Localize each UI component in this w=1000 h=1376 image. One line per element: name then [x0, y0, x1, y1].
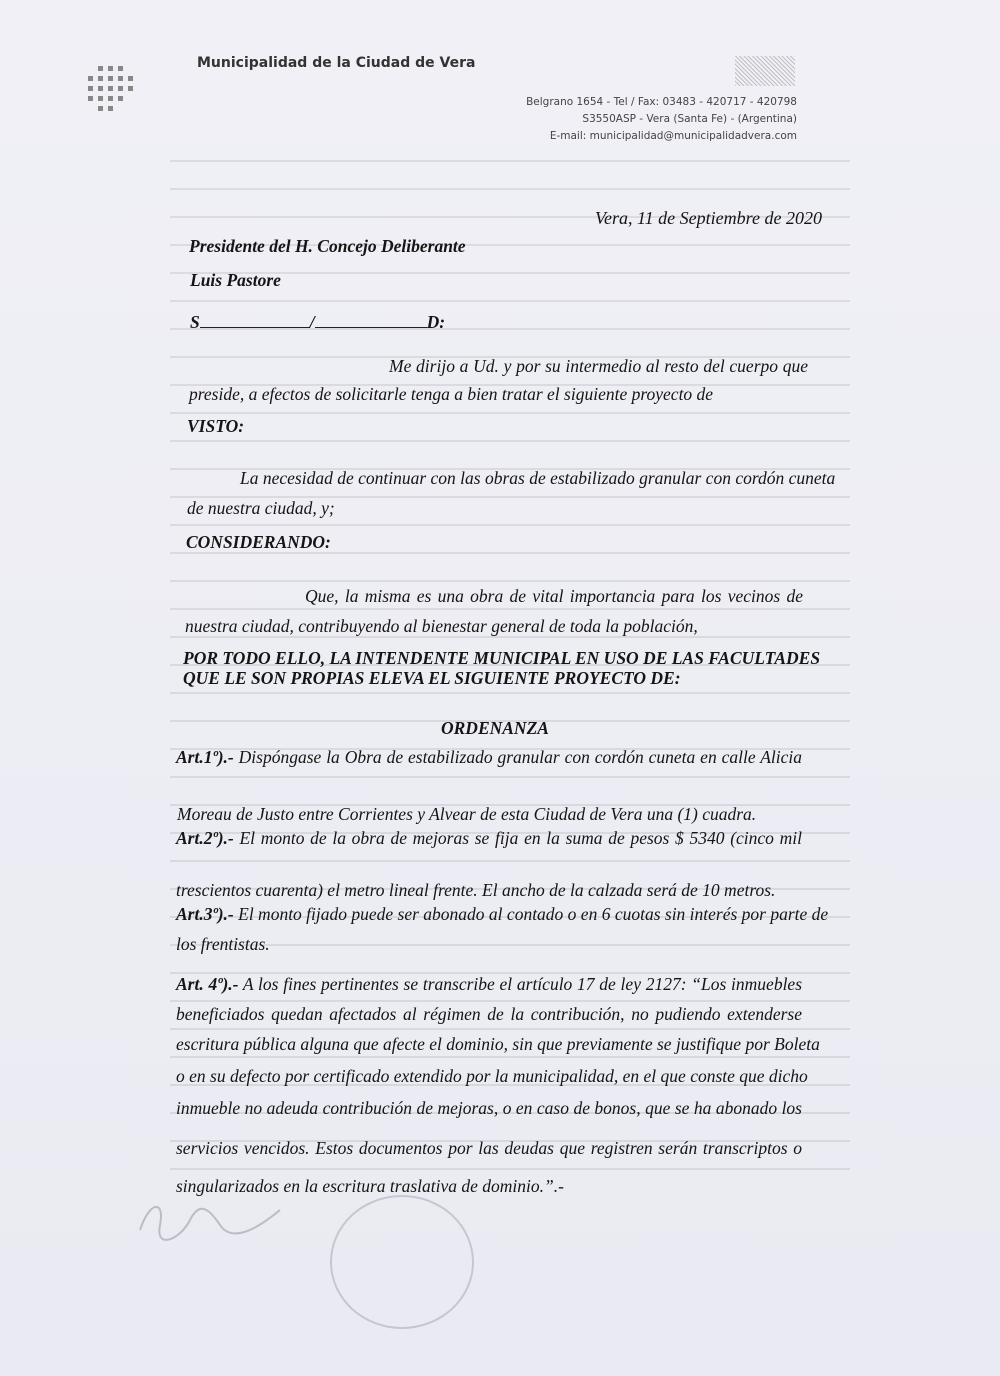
intro-line-2: preside, a efectos de solicitarle tenga a bien tratar el siguiente proyecto de [189, 384, 714, 404]
article-4-line-1: Art. 4º).- A los fines pertinentes se transcribe el artículo 17 de ley 2127: “Los inmuebles [176, 974, 803, 994]
addressee-name: Luis Pastore [190, 270, 281, 290]
visto-line-1: La necesidad de continuar con las obras de estabilizado granular con cordón cuneta [240, 468, 836, 488]
municipal-logo-icon [82, 64, 142, 114]
article-3-line-1: Art.3º).- El monto fijado puede ser abonado al contado o en 6 cuotas sin interés por parte de [176, 904, 829, 924]
article-4-line-7: singularizados en la escritura traslativa de dominio.”.- [176, 1176, 564, 1196]
signature-icon [130, 1190, 290, 1250]
article-2-line-1: Art.2º).- El monto de la obra de mejoras se fija en la suma de pesos $ 5340 (cinco mil [176, 828, 802, 848]
salutation-blank-2 [315, 313, 427, 328]
address-line: Belgrano 1654 - Tel / Fax: 03483 - 420717 - 420798 [526, 96, 797, 108]
scan-artifact [735, 56, 795, 86]
considerando-line-1: Que, la misma es una obra de vital importancia para los vecinos de [305, 586, 803, 606]
article-1-line-2: Moreau de Justo entre Corrientes y Alvear de esta Ciudad de Vera una (1) cuadra. [177, 804, 757, 824]
salutation [190, 312, 445, 333]
addressee-title: Presidente del H. Concejo Deliberante [189, 236, 466, 256]
article-4-line-5: inmueble no adeuda contribución de mejoras, o en caso de bonos, que se ha abonado los [176, 1098, 802, 1118]
salutation-blank-1 [200, 313, 310, 328]
letter-date: Vera, 11 de Septiembre de 2020 [595, 208, 822, 228]
article-3-line-2: los frentistas. [176, 934, 270, 954]
article-4-line-3: escritura pública alguna que afecte el dominio, sin que previamente se justifique por Boleta [176, 1034, 820, 1054]
salutation-sep: / [309, 312, 315, 332]
salutation-s: S [190, 312, 200, 332]
article-4-line-2: beneficiados quedan afectados al régimen de la contribución, no pudiendo extenderse [176, 1004, 802, 1024]
email-line: E-mail: municipalidad@municipalidadvera.com [549, 130, 797, 142]
intro-line-1: Me dirijo a Ud. y por su intermedio al resto del cuerpo que [389, 356, 808, 376]
article-4-line-6: servicios vencidos. Estos documentos por las deudas que registren serán transcriptos o [176, 1138, 802, 1158]
org-name: Municipalidad de la Ciudad de Vera [197, 55, 476, 71]
contact-block [526, 94, 797, 145]
official-seal-icon [330, 1195, 474, 1329]
article-1-line-1: Art.1º).- Dispóngase la Obra de estabilizado granular con cordón cuneta en calle Alicia [176, 747, 802, 767]
salutation-d: D: [426, 312, 446, 332]
considerando-line-2: nuestra ciudad, contribuyendo al bienestar general de toda la población, [185, 616, 698, 636]
visto-heading: VISTO: [187, 416, 245, 436]
postal-line: S3550ASP - Vera (Santa Fe) - (Argentina) [582, 113, 797, 125]
article-2-line-2: trescientos cuarenta) el metro lineal frente. El ancho de la calzada será de 10 metros. [176, 880, 776, 900]
visto-line-2: de nuestra ciudad, y; [187, 498, 335, 518]
por-todo-line-2: QUE LE SON PROPIAS ELEVA EL SIGUIENTE PROYECTO DE: [183, 668, 681, 688]
por-todo-line-1: POR TODO ELLO, LA INTENDENTE MUNICIPAL EN USO DE LAS FACULTADES [183, 648, 821, 668]
ordenanza-title: ORDENANZA [441, 718, 549, 738]
considerando-heading: CONSIDERANDO: [186, 532, 331, 552]
article-4-line-4: o en su defecto por certificado extendido por la municipalidad, en el que conste que dicho [176, 1066, 808, 1086]
